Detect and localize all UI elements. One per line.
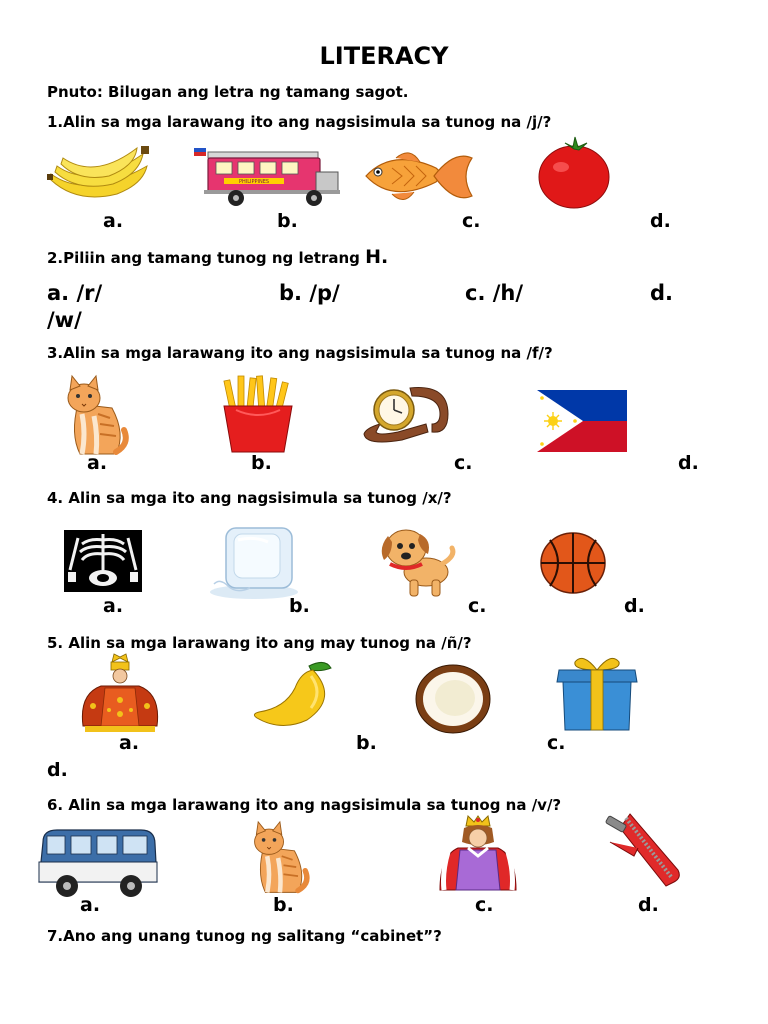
q6-option-c-label[interactable]: c. — [475, 894, 494, 916]
cat-icon — [244, 820, 314, 896]
q3-option-c-label[interactable]: c. — [454, 452, 473, 474]
jeepney-icon — [194, 148, 340, 208]
q1-option-d-label[interactable]: d. — [650, 210, 671, 232]
q1-option-b-label[interactable]: b. — [277, 210, 298, 232]
q4-option-b-label[interactable]: b. — [289, 595, 310, 617]
q5-option-b-label[interactable]: b. — [356, 732, 377, 754]
q4-option-a-label[interactable]: a. — [103, 595, 124, 617]
fish-icon — [362, 146, 474, 208]
q5-option-d-label[interactable]: d. — [47, 759, 68, 781]
q2-option-c[interactable]: c. /h/ — [465, 281, 524, 305]
ice-icon — [206, 522, 300, 600]
fries-icon — [218, 376, 298, 452]
page-title: LITERACY — [319, 42, 449, 70]
question-3-text: 3.Alin sa mga larawang ito ang nagsisimula sa tunog na /f/? — [47, 344, 553, 362]
bananas-icon — [47, 144, 155, 200]
question-7-text: 7.Ano ang unang tunog ng salitang “cabinet”? — [47, 927, 442, 945]
watch-icon — [362, 384, 450, 448]
q6-option-a-label[interactable]: a. — [80, 894, 101, 916]
q6-option-b-label[interactable]: b. — [273, 894, 294, 916]
flag-icon — [537, 390, 627, 452]
q2-option-a[interactable]: a. /r/ — [47, 281, 103, 305]
cat-icon — [60, 374, 130, 458]
q3-option-a-label[interactable]: a. — [87, 452, 108, 474]
zipper-icon — [604, 812, 682, 888]
santo-nino-icon — [79, 654, 161, 732]
question-2-prompt: 2.Piliin ang tamang tunog ng letrang — [47, 249, 360, 267]
dog-icon — [376, 520, 458, 600]
q5-option-c-label[interactable]: c. — [547, 732, 566, 754]
mango-icon — [251, 658, 335, 728]
ball-icon — [540, 532, 606, 594]
xray-icon — [64, 530, 142, 592]
q3-option-b-label[interactable]: b. — [251, 452, 272, 474]
question-5-text: 5. Alin sa mga larawang ito ang may tunog na /ñ/? — [47, 634, 472, 652]
gift-icon — [555, 652, 639, 732]
q1-option-c-label[interactable]: c. — [462, 210, 481, 232]
q4-option-c-label[interactable]: c. — [468, 595, 487, 617]
svg-text:PHILIPPINES: PHILIPPINES — [238, 179, 270, 185]
q1-option-a-label[interactable]: a. — [103, 210, 124, 232]
q6-option-d-label[interactable]: d. — [638, 894, 659, 916]
van-icon — [37, 826, 159, 900]
q3-option-d-label[interactable]: d. — [678, 452, 699, 474]
question-2-letter: H. — [365, 246, 389, 268]
q2-option-d-value[interactable]: /w/ — [47, 308, 82, 332]
q2-option-b[interactable]: b. /p/ — [279, 281, 340, 305]
question-2-text — [47, 246, 388, 268]
instruction-text: Pnuto: Bilugan ang letra ng tamang sagot. — [47, 83, 409, 101]
q2-option-d[interactable]: d. — [650, 281, 674, 305]
tomato-icon — [537, 137, 611, 209]
question-6-text: 6. Alin sa mga larawang ito ang nagsisimula sa tunog na /v/? — [47, 796, 562, 814]
question-1-text: 1.Alin sa mga larawang ito ang nagsisimula sa tunog na /j/? — [47, 113, 552, 131]
q4-option-d-label[interactable]: d. — [624, 595, 645, 617]
q5-option-a-label[interactable]: a. — [119, 732, 140, 754]
queen-icon — [438, 816, 518, 892]
question-4-text: 4. Alin sa mga ito ang nagsisimula sa tunog /x/? — [47, 489, 452, 507]
coconut-icon — [415, 664, 491, 734]
